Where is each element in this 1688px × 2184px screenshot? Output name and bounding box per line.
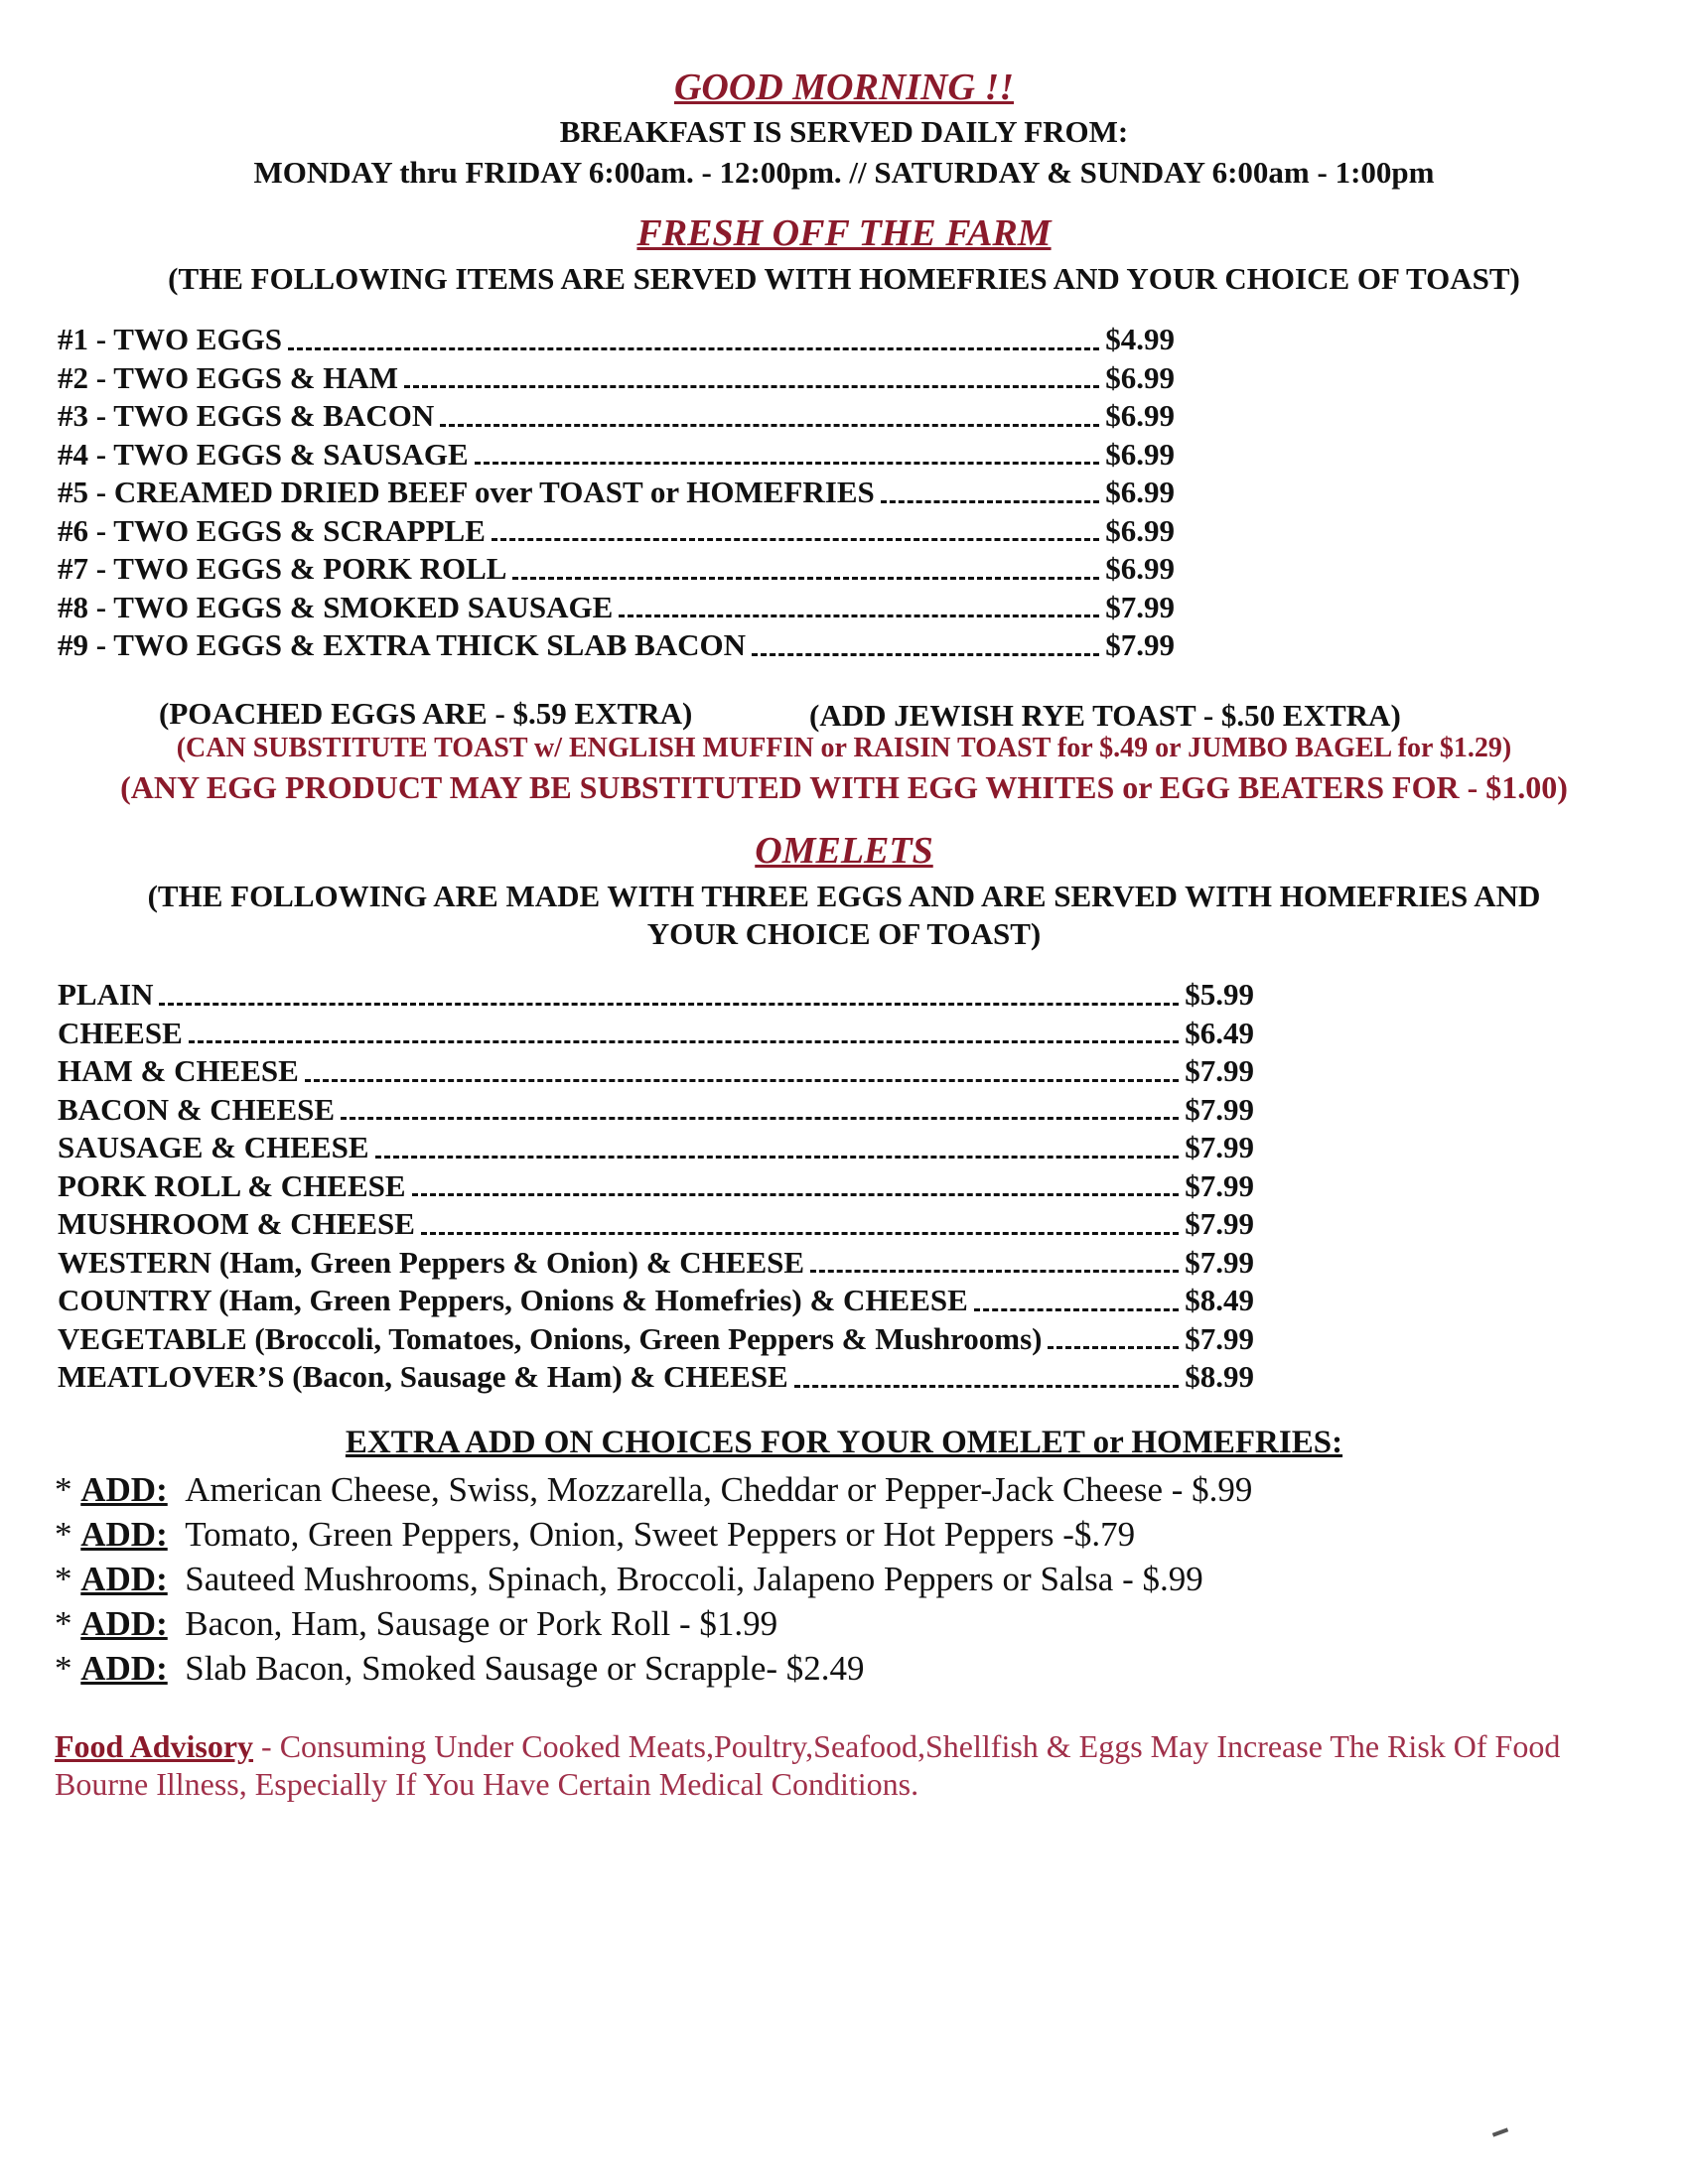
leader-dots (412, 1193, 1180, 1196)
served-text: BREAKFAST IS SERVED DAILY FROM: (559, 114, 1129, 149)
extra-text: Sauteed Mushrooms, Spinach, Broccoli, Jalapeno Peppers or Salsa - $.99 (185, 1560, 1203, 1598)
omelets-heading: OMELETS (755, 830, 933, 872)
menu-item (58, 1320, 1254, 1359)
item-name: MUSHROOM & CHEESE (58, 1206, 415, 1241)
farm-heading: FRESH OFF THE FARM (636, 212, 1052, 254)
item-name: PLAIN (58, 977, 154, 1012)
bullet: * (55, 1604, 81, 1643)
menu-item (58, 1052, 1254, 1091)
add-label: ADD: (80, 1560, 168, 1598)
menu-item (58, 589, 1175, 627)
bullet: * (55, 1649, 81, 1688)
menu-item (58, 1244, 1254, 1283)
add-label: ADD: (80, 1604, 168, 1643)
item-name: CHEESE (58, 1015, 183, 1050)
bullet: * (55, 1560, 81, 1598)
menu-item (58, 1015, 1254, 1053)
menu-item (58, 474, 1175, 512)
omelets-subtitle-line2: YOUR CHOICE OF TOAST) (646, 916, 1042, 951)
rye-note: (ADD JEWISH RYE TOAST - $.50 EXTRA) (809, 698, 1401, 733)
leader-dots (974, 1308, 1179, 1311)
leader-dots (305, 1079, 1179, 1082)
item-name: WESTERN (Ham, Green Peppers & Onion) & CHEESE (58, 1244, 805, 1280)
menu-item (58, 1167, 1254, 1206)
extra-item (55, 1512, 1494, 1557)
menu-item (58, 1129, 1254, 1167)
item-price: $4.99 (1105, 322, 1175, 356)
extra-text: Bacon, Ham, Sausage or Pork Roll - $1.99 (185, 1604, 778, 1643)
leader-dots (881, 500, 1100, 503)
item-price: $6.99 (1105, 359, 1175, 395)
add-label: ADD: (80, 1649, 168, 1688)
leader-dots (752, 653, 1099, 656)
extra-item (55, 1646, 1494, 1691)
bullet: * (55, 1470, 81, 1509)
menu-item (58, 1091, 1254, 1130)
item-price: $6.49 (1185, 1015, 1254, 1050)
leader-dots (475, 462, 1100, 465)
substitute-note: (CAN SUBSTITUTE TOAST w/ ENGLISH MUFFIN or RAISIN TOAST for $.49 or JUMBO BAGEL for $1.29) (176, 733, 1512, 763)
item-price: $7.99 (1185, 1091, 1254, 1127)
add-label: ADD: (80, 1515, 168, 1554)
item-name: #6 - TWO EGGS & SCRAPPLE (58, 512, 486, 548)
menu-item (58, 976, 1254, 1015)
item-name: #5 - CREAMED DRIED BEEF over TOAST or HOMEFRIES (58, 475, 875, 509)
item-price: $5.99 (1185, 977, 1254, 1012)
greeting-heading: GOOD MORNING !! (673, 67, 1015, 108)
bullet: * (55, 1515, 81, 1554)
leader-dots (794, 1385, 1180, 1388)
item-name: COUNTRY (Ham, Green Peppers, Onions & Homefries) & CHEESE (58, 1283, 968, 1317)
item-name: HAM & CHEESE (58, 1053, 299, 1088)
omelet-item-list (58, 976, 1254, 1397)
extra-item (55, 1467, 1494, 1512)
food-advisory (55, 1727, 1604, 1803)
item-price: $8.49 (1185, 1283, 1254, 1317)
item-price: $7.99 (1105, 627, 1175, 662)
leader-dots (421, 1232, 1179, 1235)
leader-dots (512, 577, 1099, 580)
leader-dots (159, 1003, 1179, 1006)
extras-heading: EXTRA ADD ON CHOICES FOR YOUR OMELET or HOMEFRIES: (345, 1425, 1343, 1460)
item-name: #3 - TWO EGGS & BACON (58, 398, 435, 433)
menu-item (58, 550, 1175, 589)
egg-whites-note: (ANY EGG PRODUCT MAY BE SUBSTITUTED WITH EGG WHITES or EGG BEATERS FOR - $1.00) (120, 769, 1568, 805)
leader-dots (492, 538, 1099, 541)
extras-list (55, 1467, 1494, 1691)
item-name: BACON & CHEESE (58, 1091, 336, 1127)
add-label: ADD: (80, 1470, 168, 1509)
extra-item (55, 1601, 1494, 1646)
menu-item (58, 359, 1175, 398)
menu-item (58, 321, 1175, 359)
leader-dots (375, 1156, 1180, 1159)
omelets-subtitle-line1: (THE FOLLOWING ARE MADE WITH THREE EGGS AND ARE SERVED WITH HOMEFRIES AND (147, 879, 1541, 913)
advisory-label: Food Advisory (55, 1728, 254, 1764)
leader-dots (440, 424, 1099, 427)
item-name: #9 - TWO EGGS & EXTRA THICK SLAB BACON (58, 627, 747, 662)
item-price: $7.99 (1105, 589, 1175, 624)
extra-item (55, 1557, 1494, 1601)
hours-text: MONDAY thru FRIDAY 6:00am. - 12:00pm. // SATURDAY & SUNDAY 6:00am - 1:00pm (253, 155, 1435, 190)
extra-text: Slab Bacon, Smoked Sausage or Scrapple- $2.49 (185, 1649, 865, 1688)
item-name: #2 - TWO EGGS & HAM (58, 359, 399, 395)
item-name: MEATLOVER’S (Bacon, Sausage & Ham) & CHEESE (58, 1359, 788, 1394)
poached-note: (POACHED EGGS ARE - $.59 EXTRA) (159, 696, 693, 731)
item-name: #4 - TWO EGGS & SAUSAGE (58, 436, 469, 472)
item-price: $7.99 (1185, 1053, 1254, 1088)
leader-dots (810, 1270, 1179, 1273)
menu-item (58, 1282, 1254, 1320)
item-price: $6.99 (1105, 551, 1175, 586)
item-price: $6.99 (1105, 512, 1175, 548)
item-price: $6.99 (1105, 398, 1175, 433)
menu-item (58, 512, 1175, 551)
item-name: PORK ROLL & CHEESE (58, 1167, 406, 1203)
item-name: #8 - TWO EGGS & SMOKED SAUSAGE (58, 589, 614, 624)
item-price: $7.99 (1185, 1244, 1254, 1280)
item-price: $6.99 (1105, 475, 1175, 509)
item-price: $8.99 (1185, 1359, 1254, 1394)
menu-item (58, 1205, 1254, 1244)
leader-dots (619, 614, 1099, 617)
item-price: $7.99 (1185, 1130, 1254, 1164)
leader-dots (1048, 1346, 1179, 1349)
farm-item-list (58, 321, 1175, 665)
menu-item (58, 626, 1175, 665)
leader-dots (341, 1117, 1179, 1120)
item-name: #7 - TWO EGGS & PORK ROLL (58, 551, 507, 586)
item-price: $6.99 (1105, 436, 1175, 472)
farm-subtitle: (THE FOLLOWING ITEMS ARE SERVED WITH HOMEFRIES AND YOUR CHOICE OF TOAST) (168, 261, 1520, 296)
scan-mark (1492, 2127, 1508, 2136)
item-price: $7.99 (1185, 1167, 1254, 1203)
leader-dots (404, 385, 1099, 388)
item-name: VEGETABLE (Broccoli, Tomatoes, Onions, Green Peppers & Mushrooms) (58, 1320, 1043, 1356)
item-price: $7.99 (1185, 1206, 1254, 1241)
item-name: SAUSAGE & CHEESE (58, 1130, 369, 1164)
menu-item (58, 397, 1175, 436)
item-name: #1 - TWO EGGS (58, 322, 282, 356)
advisory-text: - Consuming Under Cooked Meats,Poultry,Seafood,Shellfish & Eggs May Increase The Risk Of Food Bourne Illness, Especially If You Have Certain Medical Conditions. (55, 1728, 1561, 1802)
item-price: $7.99 (1185, 1320, 1254, 1356)
leader-dots (189, 1040, 1179, 1043)
extra-text: Tomato, Green Peppers, Onion, Sweet Peppers or Hot Peppers -$.79 (185, 1515, 1136, 1554)
leader-dots (288, 347, 1099, 350)
menu-item (58, 436, 1175, 475)
menu-item (58, 1358, 1254, 1397)
extra-text: American Cheese, Swiss, Mozzarella, Cheddar or Pepper-Jack Cheese - $.99 (185, 1470, 1253, 1509)
